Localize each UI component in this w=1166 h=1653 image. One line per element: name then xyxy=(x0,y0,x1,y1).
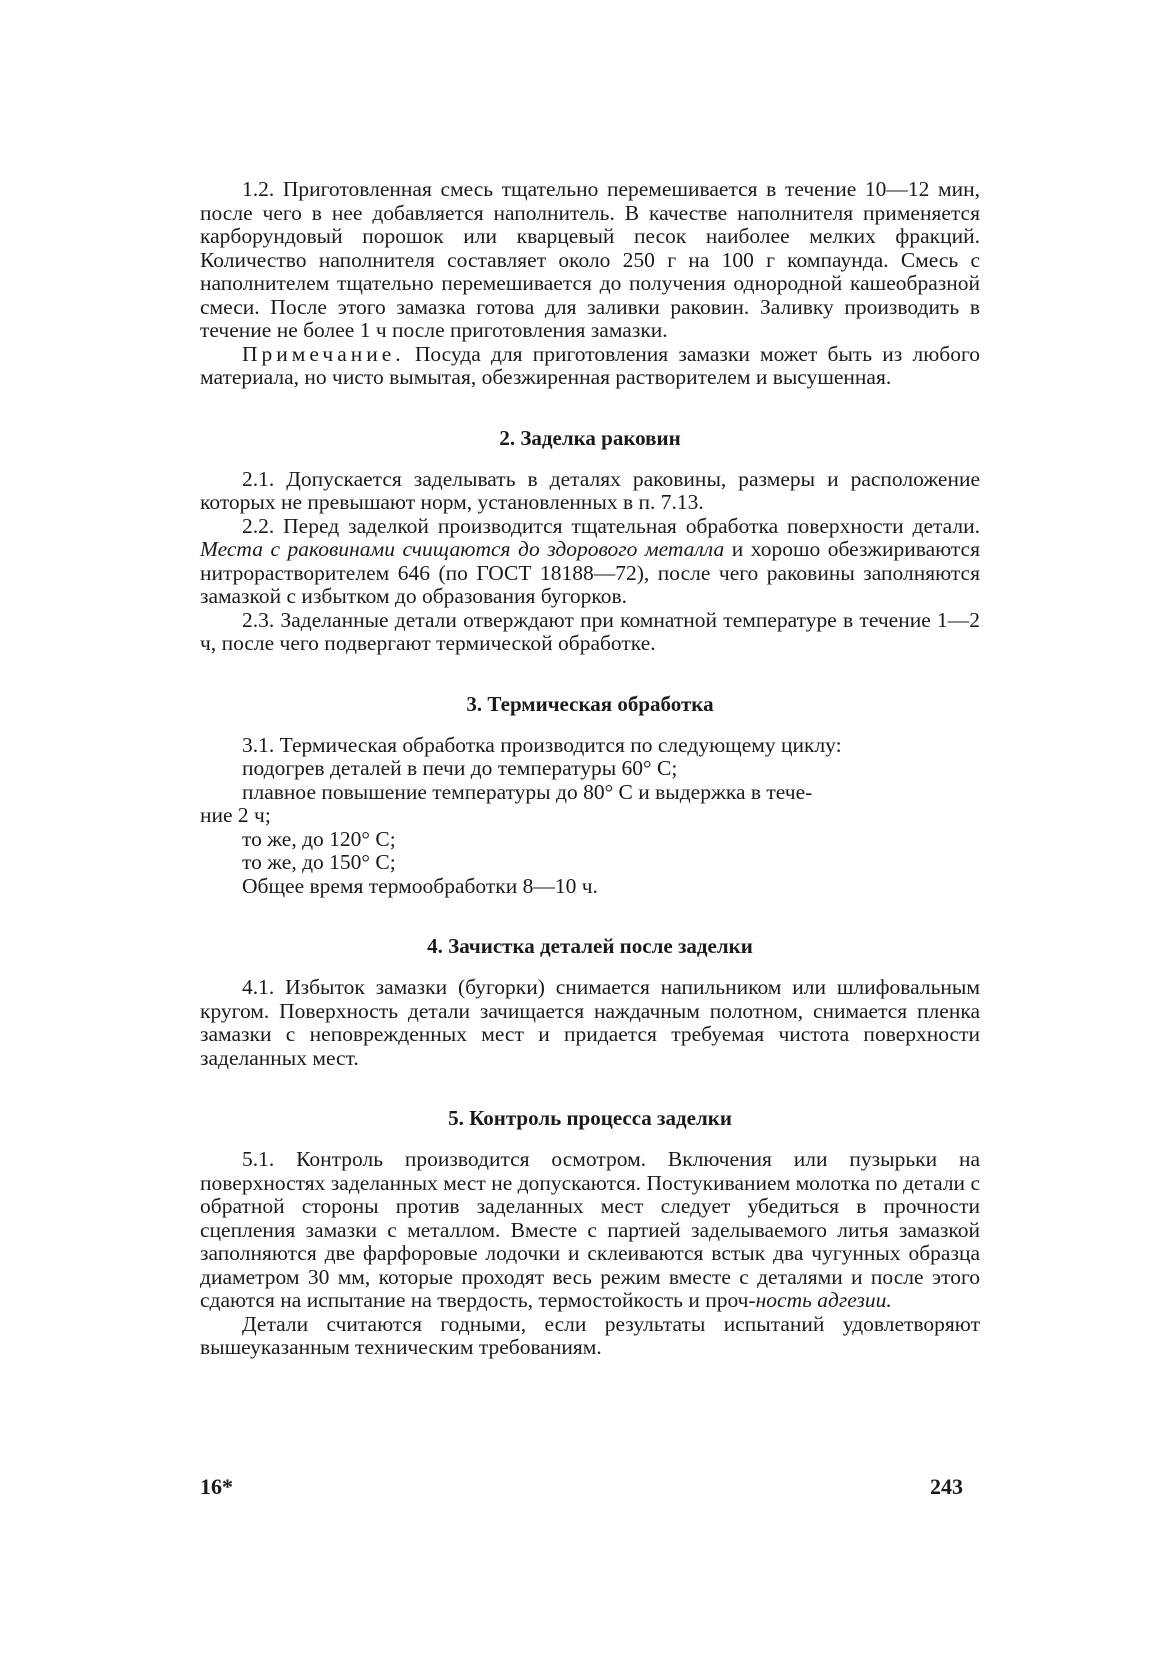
cycle-step-120: то же, до 120° С; xyxy=(242,826,396,851)
cycle-step-150: то же, до 150° С; xyxy=(242,850,396,874)
cycle-total-time: Общее время термообработки 8—10 ч. xyxy=(242,873,598,898)
paragraph-2-2-italic: Места с раковинами счищаются до здорового металла xyxy=(200,537,725,561)
paragraph-5-2: Детали считаются годными, если результаты испытаний удовлетворяют вышеуказанным техническим требованиям. xyxy=(200,1311,980,1359)
paragraph-5-1-body: 5.1. Контроль производится осмотром. Включения или пузырьки на поверхностях заделанных мест не допускаются. Постукиванием молотка по детали с обратной стороны против заделанных мест следует убедиться в прочности сцепления замазки с металлом. Вместе с партией заделываемого литья замазкой заполняются две фарфоровые лодочки и склеиваются встык два чугунных образца диаметром 30 мм, которые проходят весь режим вместе с деталями и после этого сдаются на испытание на твердость, термостойкость и проч- xyxy=(200,1147,980,1312)
note-label: Примечание. xyxy=(242,341,405,366)
signature-mark: 16* xyxy=(200,1474,233,1499)
document-page xyxy=(200,178,980,1360)
cycle-step-rise-80: плавное повышение температуры до 80° С и выдержка в тече- xyxy=(242,779,813,804)
cycle-step-rise-80-continued: ние 2 ч; xyxy=(200,803,271,827)
note-text: Посуда для приготовления замазки может быть из любого материала, но чисто вымытая, обезжиренная растворителем и высушенная. xyxy=(200,341,980,389)
section-3-heading: 3. Термическая обработка xyxy=(466,691,714,716)
note-paragraph xyxy=(200,343,980,390)
paragraph-3-1: 3.1. Термическая обработка производится по следующему циклу: xyxy=(242,732,842,757)
paragraph-2-1: 2.1. Допускается заделывать в деталях раковины, размеры и расположение которых не превышают норм, установленных в п. 7.13. xyxy=(200,466,980,514)
paragraph-4-1: 4.1. Избыток замазки (бугорки) снимается напильником или шлифовальным кругом. Поверхность детали зачищается наждачным полотном, снимается пленка замазки с неповрежденных мест и придается требуемая чистота поверхности заделанных мест. xyxy=(200,975,980,1070)
paragraph-2-2 xyxy=(200,515,980,609)
section-5-heading: 5. Контроль процесса заделки xyxy=(448,1106,732,1130)
paragraph-5-1 xyxy=(200,1148,980,1313)
section-4-heading: 4. Зачистка деталей после заделки xyxy=(427,934,753,958)
paragraph-2-2-end: и хорошо обезжириваются нитрорастворителем 646 (по ГОСТ 18188—72), после чего раковины заполняются замазкой с избытком до образования бугорков. xyxy=(200,537,980,608)
paragraph-2-3: 2.3. Заделанные детали отверждают при комнатной температуре в течение 1—2 ч, после чего подвергают термической обработке. xyxy=(200,607,980,655)
paragraph-2-2-start: 2.2. Перед заделкой производится тщательная обработка поверхности детали. xyxy=(242,513,980,538)
cycle-step-heating: подогрев деталей в печи до температуры 60° С; xyxy=(242,756,678,780)
section-2-heading: 2. Заделка раковин xyxy=(499,425,681,450)
page-number: 243 xyxy=(930,1474,963,1499)
paragraph-5-1-italic: ность адгезии. xyxy=(755,1288,892,1312)
paragraph-1-2: 1.2. Приготовленная смесь тщательно перемешивается в течение 10—12 мин, после чего в нее добавляется наполнитель. В качестве наполнителя применяется карборундовый порошок или кварцевый песок наиболее мелких фракций. Количество наполнителя составляет около 250 г на 100 г компаунда. Смесь с наполнителем тщательно перемешивается до получения однородной кашеобразной смеси. После этого замазка готова для заливки раковин. Заливку производить в течение не более 1 ч после приготовления замазки. xyxy=(200,177,980,342)
